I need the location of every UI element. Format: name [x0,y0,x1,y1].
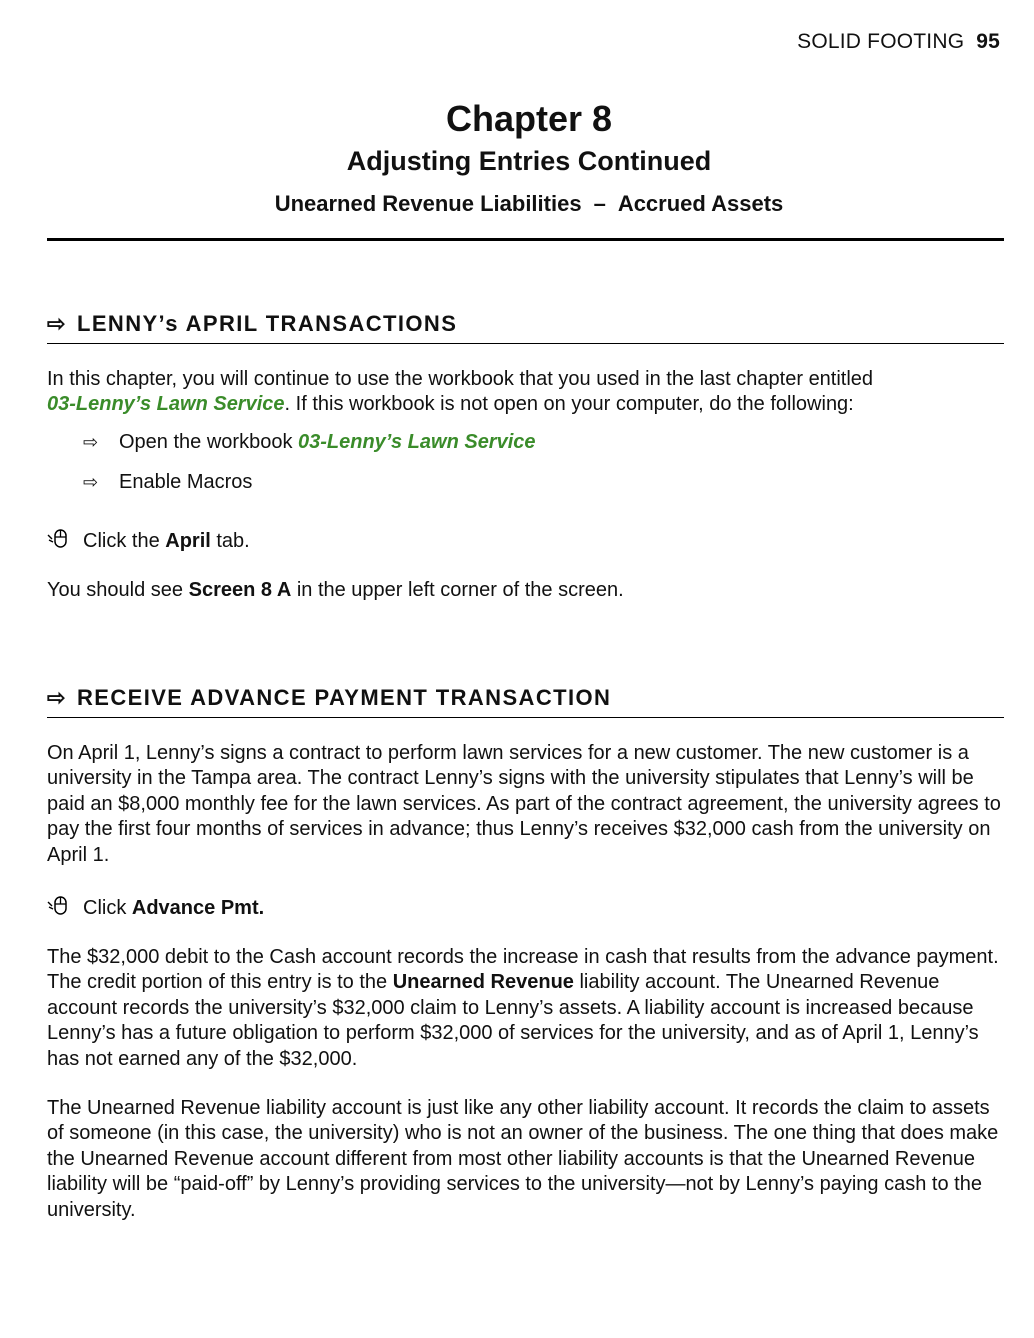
running-title: SOLID FOOTING [797,30,965,53]
click-text-suffix: tab. [210,530,250,552]
chapter-topic-separator: – [593,191,606,216]
list-item [83,431,536,454]
advance-pmt-button-label: Advance Pmt. [131,897,265,919]
chapter-title: Chapter 8 [445,98,613,139]
workbook-name: 03-Lenny’s Lawn Service [47,393,285,416]
click-text: Click the [83,530,166,552]
chapter-topic-1: Unearned Revenue Liabilities [274,191,582,216]
section-heading-april-transactions [47,311,1004,344]
mouse-pointer-icon [47,894,83,922]
section-heading-advance-payment [47,685,1004,718]
section-heading-text: RECEIVE ADVANCE PAYMENT TRANSACTION [77,685,612,710]
workbook-name: 03-Lenny’s Lawn Service [298,431,536,453]
list-item [83,471,252,494]
debit-credit-paragraph [47,945,1007,1072]
unearned-revenue-term: Unearned Revenue [392,971,574,994]
screen-note-text: You should see [47,579,189,601]
right-arrow-icon: ⇨ [47,685,66,710]
contract-paragraph: On April 1, Lenny’s signs a contract to perform lawn services for a new customer. The new customer is a university in the Tampa area. The contract Lenny’s signs with the university stipulates that Lenny’s will be paid an $8,000 monthly fee for the lawn services. As part of the contract agreement, the university agrees to pay the first four months of services in advance; thus Lenny’s receives $32,000 cash from the university on April 1. [47,742,1001,866]
chapter-topics [0,191,1034,217]
chapter-divider [47,238,1004,241]
bullet-text: Enable Macros [119,471,253,493]
screen-note [47,578,1007,603]
chapter-topic-2: Accrued Assets [617,191,784,216]
liability-paragraph: The Unearned Revenue liability account is just like any other liability account. It records the claim to assets of someone (in this case, the university) who is not an owner of the business. The one thing that does make the Unearned Revenue account different from most other liability accounts is that the Unearned Revenue liability will be “paid-off” by Lenny’s providing services to the university—not by Lenny’s paying cash to the university. [47,1097,999,1221]
screen-note-suffix: in the upper left corner of the screen. [291,579,624,601]
mouse-pointer-icon [47,527,83,555]
page-number: 95 [976,30,1000,53]
click-text: Click [83,897,132,919]
intro-text: In this chapter, you will continue to use the workbook that you used in the last chapter entitled [47,368,874,390]
chapter-subtitle: Adjusting Entries Continued [346,146,712,176]
intro-text-continued: . If this workbook is not open on your computer, do the following: [284,393,854,416]
click-instruction-april [47,527,250,555]
right-arrow-icon: ⇨ [83,472,99,492]
paragraph-text-continued: liability account. The Unearned Revenue account records the university’s $32,000 claim to Lenny’s assets. A liability account is increased because Lenny’s has a future obligation to perform $32,000 of services for the university, and as of April 1, Lenny’s has not earned any of the $32,000. [47,971,979,1070]
running-header [797,30,1000,54]
screen-name: Screen 8 A [188,579,292,601]
april-tab-label: April [165,530,211,552]
right-arrow-icon: ⇨ [83,432,99,452]
section-heading-text: LENNY’s APRIL TRANSACTIONS [77,311,458,336]
click-instruction-advance-pmt [47,894,264,922]
bullet-text: Open the workbook [119,431,298,453]
right-arrow-icon: ⇨ [47,311,66,336]
paragraph-text: The $32,000 debit to the Cash account records the increase in cash that results from the advance payment. The credit portion of this entry is to the [47,946,999,994]
intro-paragraph [47,367,1007,418]
